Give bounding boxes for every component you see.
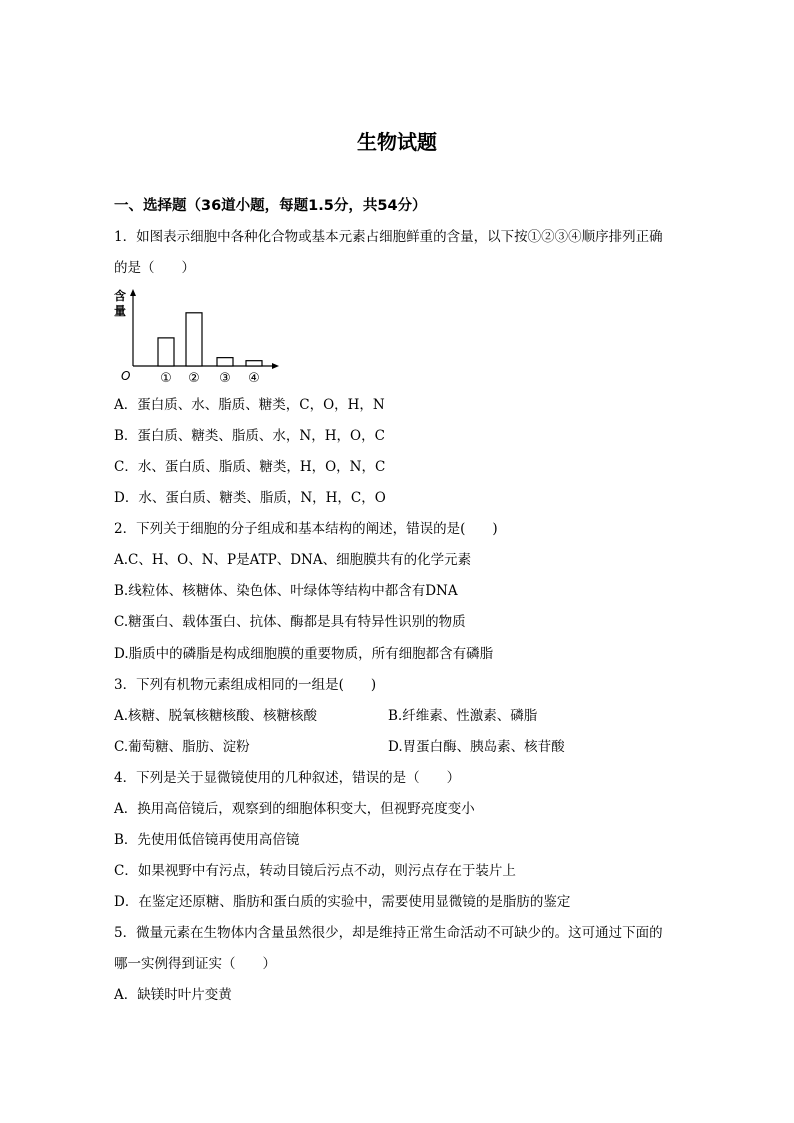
q2-option-d: D.脂质中的磷脂是构成细胞膜的重要物质，所有细胞都含有磷脂 [114,646,494,662]
q5-stem-line-1: 5．微量元素在生物体内含量虽然很少，却是维持正常生命活动不可缺少的。这可通过下面的 [114,925,663,941]
origin-label: O [121,369,131,383]
bar-2 [186,313,202,366]
y-axis-label-char-1: 含 [114,289,127,303]
section-heading: 一、选择题（36道小题，每题1.5分，共54分） [114,198,427,214]
q1-option-a: A．蛋白质、水、脂质、糖类，C，O，H，N [114,397,385,413]
bar-4 [246,361,262,366]
y-axis-arrow [130,289,136,296]
q1-stem-line-1: 1．如图表示细胞中各种化合物或基本元素占细胞鲜重的含量，以下按①②③④顺序排列正确 [114,229,663,245]
q2-option-b: B.线粒体、核糖体、染色体、叶绿体等结构中都含有DNA [114,583,458,599]
q1-bar-chart [112,286,284,386]
q3-option-d: D.胃蛋白酶、胰岛素、核苷酸 [388,739,565,755]
page-title: 生物试题 [357,130,437,154]
q4-option-d: D．在鉴定还原糖、脂肪和蛋白质的实验中，需要使用显微镜的是脂肪的鉴定 [114,894,571,910]
q3-option-a: A.核糖、脱氧核糖核酸、核糖核酸 [114,708,318,724]
category-label-2: ② [188,371,200,386]
q3-option-c: C.葡萄糖、脂肪、淀粉 [114,739,250,755]
q4-option-c: C．如果视野中有污点，转动目镜后污点不动，则污点存在于装片上 [114,863,516,879]
q1-option-d: D．水、蛋白质、糖类、脂质，N，H，C，O [114,490,386,506]
q4-option-b: B．先使用低倍镜再使用高倍镜 [114,832,300,848]
q4-stem: 4．下列是关于显微镜使用的几种叙述，错误的是（ ） [114,770,461,786]
q5-option-a: A．缺镁时叶片变黄 [114,987,232,1003]
q2-option-c: C.糖蛋白、载体蛋白、抗体、酶都是具有特异性识别的物质 [114,614,466,630]
bar-3 [217,358,233,366]
q5-stem-line-2: 哪一实例得到证实（ ） [114,956,276,972]
category-label-1: ① [160,371,172,386]
category-label-4: ④ [248,371,260,386]
q3-stem: 3．下列有机物元素组成相同的一组是( ) [114,677,377,693]
x-axis-arrow [272,363,279,369]
q2-stem: 2．下列关于细胞的分子组成和基本结构的阐述，错误的是( ) [114,521,498,537]
q1-option-b: B．蛋白质、糖类、脂质、水，N，H，O，C [114,428,385,444]
y-axis-label-char-2: 量 [114,304,127,318]
q2-option-a: A.C、H、O、N、P是ATP、DNA、细胞膜共有的化学元素 [114,552,472,568]
q4-option-a: A．换用高倍镜后，观察到的细胞体积变大，但视野亮度变小 [114,801,475,817]
q1-option-c: C．水、蛋白质、脂质、糖类，H，O，N，C [114,459,386,475]
bar-1 [158,338,174,366]
category-label-3: ③ [219,371,231,386]
q3-option-b: B.纤维素、性激素、磷脂 [388,708,538,724]
q1-stem-line-2: 的是（ ） [114,260,195,276]
